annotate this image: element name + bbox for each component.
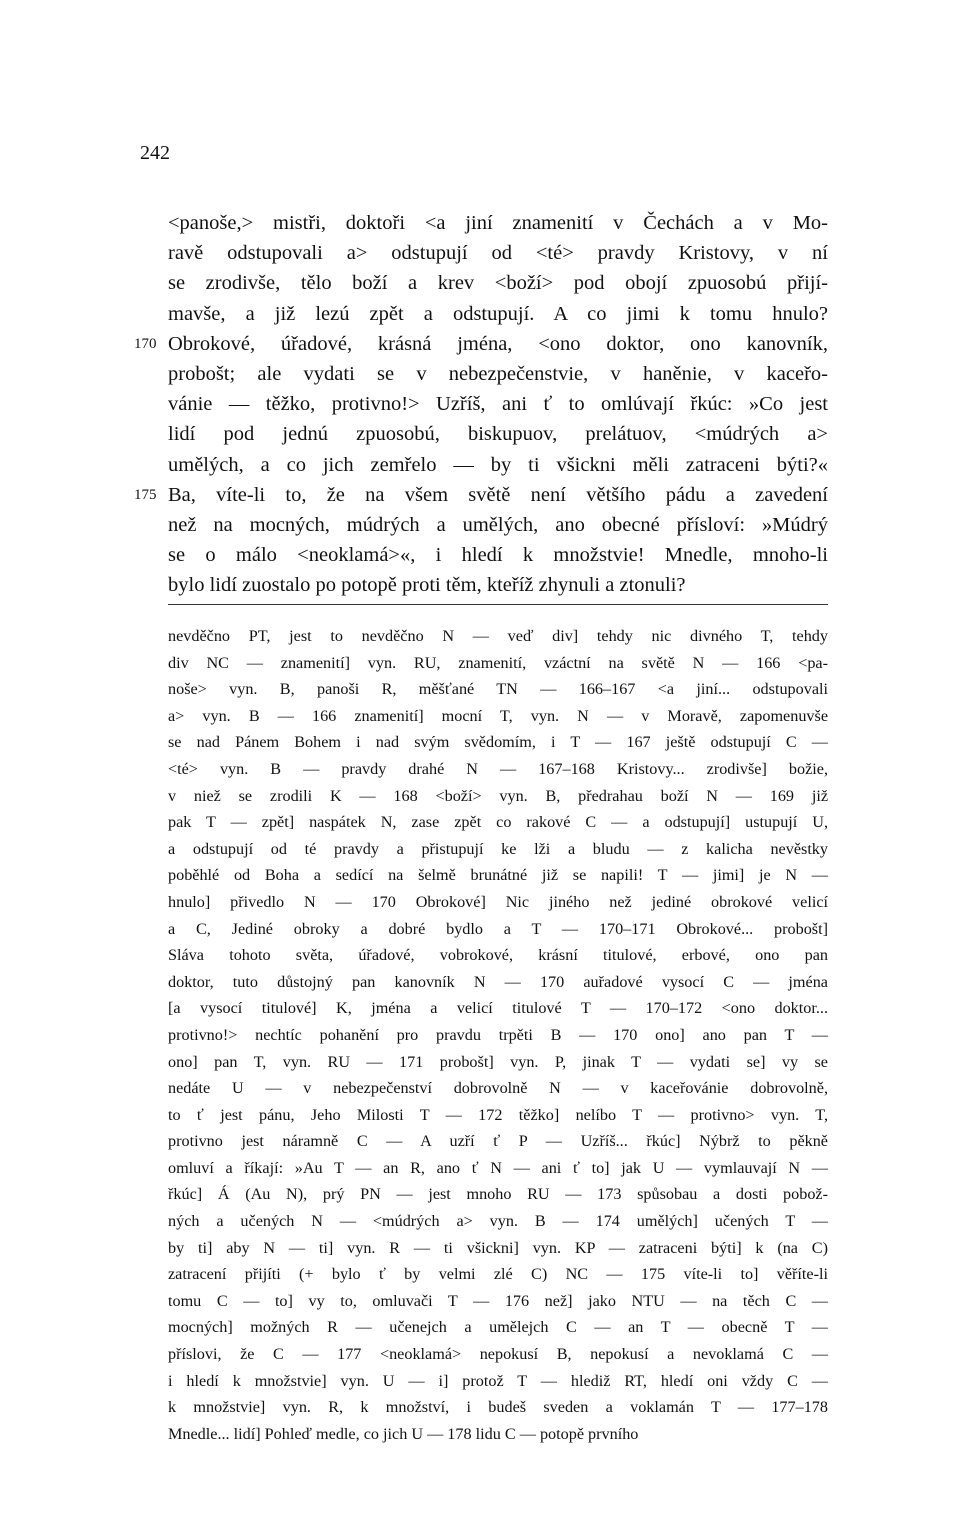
apparatus-line: protivno!> nechtíc pohanění pro pravdu trpěti B — 170 ono] ano pan T —: [168, 1025, 828, 1044]
apparatus-line: by ti] aby N — ti] vyn. R — ti všickni] vyn. KP — zatraceni býti] k (na C): [168, 1238, 828, 1257]
line-text: se zrodivše, tělo boží a krev <boží> pod obojí zpuosobú přijí-: [168, 272, 828, 295]
line-text: lidí pod jednú zpuosobú, biskupuov, prelátuov, <múdrých a>: [168, 423, 828, 446]
apparatus-line: Sláva tohoto světa, úřadové, vobrokové, krásní titulové, erbové, ono pan: [168, 946, 828, 965]
text-line: [168, 540, 828, 570]
apparatus-line: protivno jest náramně C — A uzří ť P — Uzříš... řkúc] Nýbrž to pěkně: [168, 1132, 828, 1151]
apparatus-line: pak T — zpět] naspátek N, zase zpět co rakové C — a odstupují] ustupují U,: [168, 813, 828, 832]
text-line: [168, 359, 828, 389]
apparatus-line: a odstupují od té pravdy a přistupují ke lži a bludu — z kalicha nevěstky: [168, 839, 828, 858]
line-number: 175: [134, 486, 157, 503]
apparatus-line: ono] pan T, vyn. RU — 171 probošt] vyn. P, jinak T — vydati se] vy se: [168, 1052, 828, 1071]
text-line: [168, 208, 828, 238]
apparatus-line: <té> vyn. B — pravdy drahé N — 167–168 Kristovy... zrodivše] božie,: [168, 759, 828, 778]
text-line: [134, 480, 828, 510]
apparatus-line: v niež se zrodili K — 168 <boží> vyn. B, předrahau boží N — 169 již: [168, 786, 828, 805]
apparatus-line: zatracení přijíti (+ bylo ť by velmi zlé C) NC — 175 víte-li to] věříte-li: [168, 1265, 828, 1284]
apparatus-line: noše> vyn. B, panoši R, měšťané TN — 166–167 <a jiní... odstupovali: [168, 680, 828, 699]
line-text: bylo lidí zuostalo po potopě proti těm, kteříž zhynuli a ztonuli?: [168, 574, 686, 597]
text-line: [168, 389, 828, 419]
text-line: [168, 419, 828, 449]
text-line: [134, 329, 828, 359]
apparatus-line: řkúc] Á (Au N), prý PN — jest mnoho RU — 173 spůsobau a dosti pobož-: [168, 1185, 828, 1204]
apparatus-line: ných a učených N — <múdrých a> vyn. B — 174 umělých] učených T —: [168, 1212, 828, 1231]
apparatus-line: a> vyn. B — 166 znamenití] mocní T, vyn. N — v Moravě, zapomenuvše: [168, 706, 828, 725]
text-line: [168, 510, 828, 540]
line-text: ravě odstupovali a> odstupují od <té> pravdy Kristovy, v ní: [168, 242, 828, 265]
line-text: Obrokové, úřadové, krásná jména, <ono doktor, ono kanovník,: [168, 332, 828, 355]
apparatus-line: doktor, tuto důstojný pan kanovník N — 170 auřadové vysocí C — jména: [168, 972, 828, 991]
apparatus-line: Mnedle... lidí] Pohleď medle, co jich U — 178 lidu C — potopě prvního: [168, 1424, 639, 1443]
apparatus-line: div NC — znamenití] vyn. RU, znamenití, vzáctní na světě N — 166 <pa-: [168, 653, 828, 672]
apparatus-line: příslovi, že C — 177 <neoklamá> nepokusí B, nepokusí a nevoklamá C —: [168, 1345, 828, 1364]
critical-apparatus: [168, 623, 828, 1447]
line-text: probošt; ale vydati se v nebezpečenstvie, v haněnie, v kaceřo-: [168, 362, 828, 385]
apparatus-line: mocných] možných R — učenejch a umělejch C — an T — obecně T —: [168, 1318, 828, 1337]
apparatus-line: omluví a říkají: »Au T — an R, ano ť N — ani ť to] jak U — vymlauvají N —: [168, 1158, 828, 1177]
page-number: 242: [140, 142, 170, 164]
apparatus-line: nedáte U — v nebezpečenství dobrovolně N — v kaceřovánie dobrovolně,: [168, 1079, 828, 1098]
apparatus-line: se nad Pánem Bohem i nad svým svědomím, i T — 167 ještě odstupují C —: [168, 733, 828, 752]
apparatus-line: nevděčno PT, jest to nevděčno N — veď div] tehdy nic divného T, tehdy: [168, 627, 828, 645]
text-line: [168, 570, 828, 600]
apparatus-line: i hledí k množstvie] vyn. U — i] protož T — hlediž RT, hledí oni vždy C —: [168, 1371, 828, 1390]
apparatus-line: hnulo] přivedlo N — 170 Obrokové] Nic jiného než jediné obrokové velicí: [168, 892, 828, 911]
line-text: <panoše,> mistři, doktoři <a jiní znamenití v Čechách a v Mo-: [168, 212, 828, 234]
apparatus-line: a C, Jediné obroky a dobré bydlo a T — 170–171 Obrokové... probošt]: [168, 919, 828, 938]
text-line: [168, 450, 828, 480]
text-line: [168, 268, 828, 298]
apparatus-line: to ť jest pánu, Jeho Milosti T — 172 těžko] nelíbo T — protivno> vyn. T,: [168, 1105, 828, 1124]
line-text: umělých, a co jich zemřelo — by ti všickni měli zatraceni býti?«: [168, 453, 828, 476]
line-text: vánie — těžko, protivno!> Uzříš, ani ť to omlúvají řkúc: »Co jest: [168, 393, 828, 416]
text-line: [168, 299, 828, 329]
text-line: [168, 238, 828, 268]
footnote-divider: [168, 604, 828, 605]
line-text: Ba, víte-li to, že na všem světě není většího pádu a zavedení: [168, 483, 828, 506]
line-text: se o málo <neoklamá>«, i hledí k množstvie! Mnedle, mnoho-li: [168, 544, 828, 567]
apparatus-line: k množstvie] vyn. R, k množství, i budeš sveden a voklamán T — 177–178: [168, 1398, 828, 1417]
apparatus-line: poběhlé od Boha a sedící na šelmě brunátné již se napili! T — jimi] je N —: [168, 866, 828, 885]
line-number: 170: [134, 335, 157, 352]
line-text: než na mocných, múdrých a umělých, ano obecné přísloví: »Múdrý: [168, 513, 828, 536]
apparatus-line: tomu C — to] vy to, omluvači T — 176 než] jako NTU — na těch C —: [168, 1291, 828, 1310]
line-text: mavše, a již lezú zpět a odstupují. A co jimi k tomu hnulo?: [168, 302, 828, 325]
main-text: [134, 208, 828, 600]
apparatus-line: [a vysocí titulové] K, jména a velicí titulové T — 170–172 <ono doktor...: [168, 999, 828, 1018]
